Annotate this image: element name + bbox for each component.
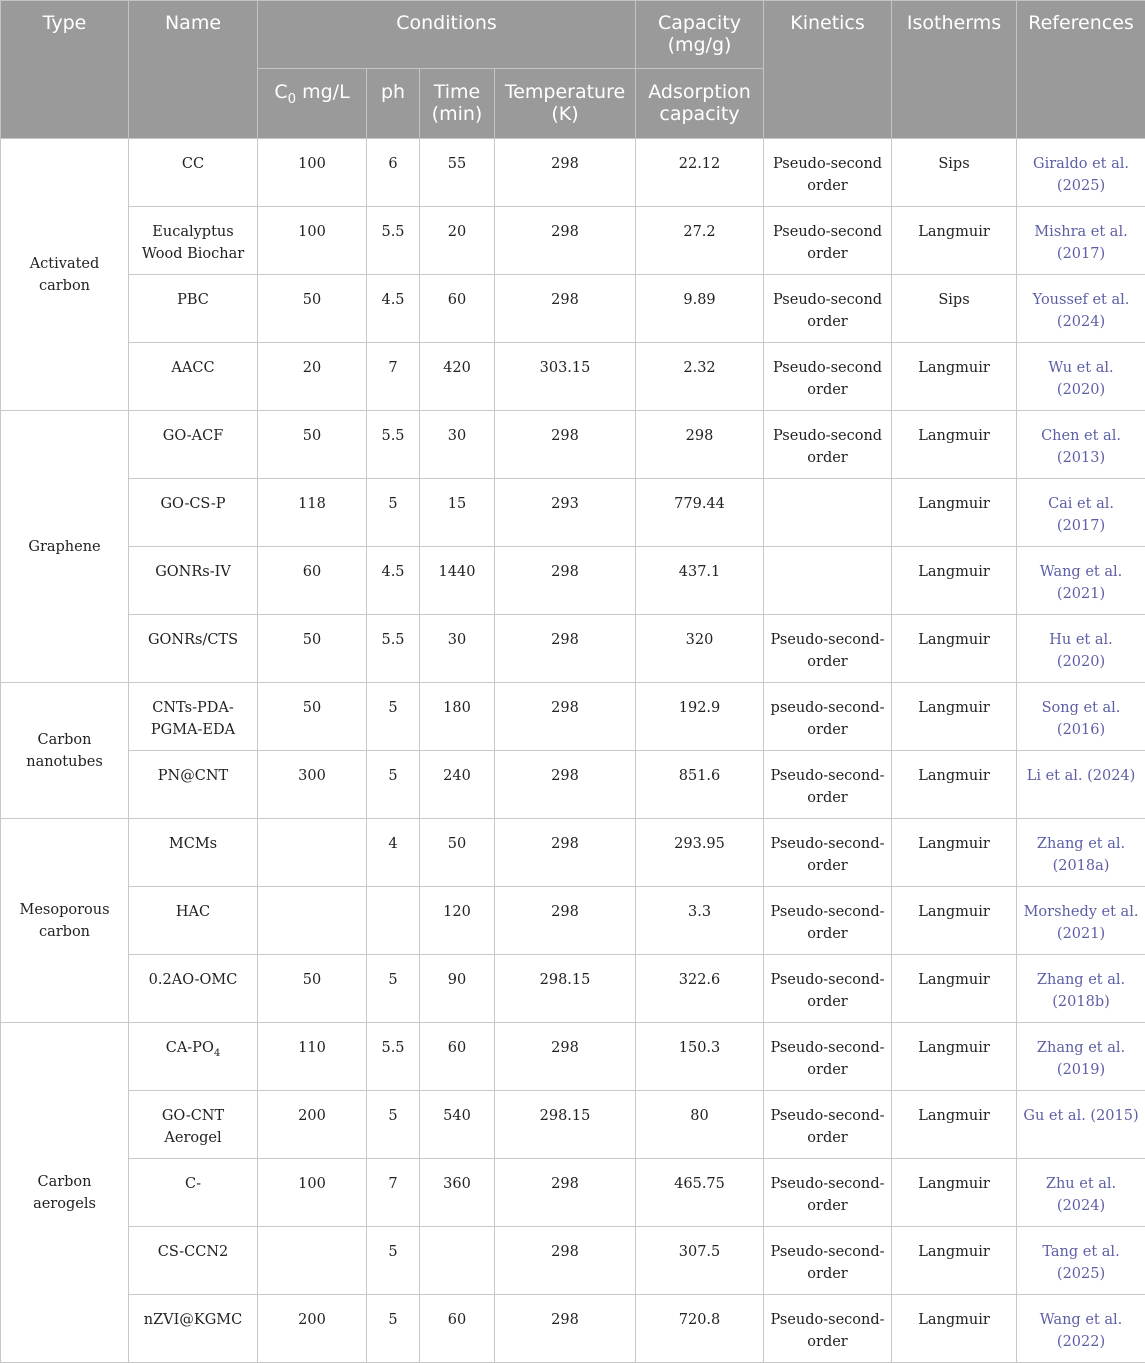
temperature-cell: 298 [495, 751, 636, 819]
isotherm-cell: Langmuir [892, 819, 1017, 887]
c0-cell: 100 [258, 207, 367, 275]
c0-cell: 300 [258, 751, 367, 819]
isotherm-cell: Langmuir [892, 615, 1017, 683]
ph-cell [367, 887, 420, 955]
temperature-cell: 298 [495, 1227, 636, 1295]
ph-cell: 5 [367, 1295, 420, 1363]
time-cell: 60 [420, 1023, 495, 1091]
capacity-cell: 779.44 [636, 479, 764, 547]
header-c0-subscript: 0 [288, 92, 296, 107]
name-cell: GONRs-IV [129, 547, 258, 615]
isotherm-cell: Sips [892, 139, 1017, 207]
ph-cell: 4 [367, 819, 420, 887]
name-cell: nZVI@KGMC [129, 1295, 258, 1363]
ph-cell: 5.5 [367, 207, 420, 275]
reference-cell[interactable]: Zhang et al. (2018b) [1017, 955, 1145, 1023]
name-cell: 0.2AO-OMC [129, 955, 258, 1023]
table-row [1, 615, 1145, 683]
kinetics-cell [764, 547, 892, 615]
time-cell: 60 [420, 275, 495, 343]
c0-cell: 50 [258, 275, 367, 343]
table-row [1, 683, 1145, 751]
temperature-cell: 298 [495, 1159, 636, 1227]
table-row [1, 1159, 1145, 1227]
ph-cell: 5.5 [367, 1023, 420, 1091]
temperature-cell: 298 [495, 819, 636, 887]
table-row [1, 751, 1145, 819]
header-c0 [258, 69, 367, 139]
type-cell: Activated carbon [1, 139, 129, 411]
ph-cell: 7 [367, 1159, 420, 1227]
isotherm-cell: Langmuir [892, 411, 1017, 479]
capacity-cell: 150.3 [636, 1023, 764, 1091]
name-cell: PN@CNT [129, 751, 258, 819]
kinetics-cell: Pseudo-second-order [764, 1159, 892, 1227]
table-body [1, 139, 1145, 1363]
isotherm-cell: Sips [892, 275, 1017, 343]
name-cell: GONRs/CTS [129, 615, 258, 683]
reference-cell[interactable]: Giraldo et al. (2025) [1017, 139, 1145, 207]
reference-cell[interactable]: Zhang et al. (2019) [1017, 1023, 1145, 1091]
header-c0-symbol: C [274, 81, 287, 103]
kinetics-cell: Pseudo-second-order [764, 819, 892, 887]
type-cell: Carbon nanotubes [1, 683, 129, 819]
temperature-cell: 298 [495, 207, 636, 275]
kinetics-cell: Pseudo-second-order [764, 1023, 892, 1091]
capacity-cell: 851.6 [636, 751, 764, 819]
table-row [1, 207, 1145, 275]
capacity-cell: 720.8 [636, 1295, 764, 1363]
header-references: References [1017, 1, 1145, 139]
isotherm-cell: Langmuir [892, 207, 1017, 275]
isotherm-cell: Langmuir [892, 955, 1017, 1023]
reference-cell[interactable]: Hu et al. (2020) [1017, 615, 1145, 683]
table-row [1, 139, 1145, 207]
time-cell: 30 [420, 411, 495, 479]
ph-cell: 5 [367, 751, 420, 819]
temperature-cell: 298 [495, 1295, 636, 1363]
table-row [1, 955, 1145, 1023]
c0-cell [258, 819, 367, 887]
type-cell: Carbon aerogels [1, 1023, 129, 1363]
time-cell: 60 [420, 1295, 495, 1363]
temperature-cell: 298.15 [495, 1091, 636, 1159]
header-capacity: Capacity (mg/g) [636, 1, 764, 69]
name-subscript: 4 [214, 1048, 220, 1059]
table-row [1, 343, 1145, 411]
kinetics-cell [764, 479, 892, 547]
temperature-cell: 298 [495, 275, 636, 343]
reference-cell[interactable]: Song et al. (2016) [1017, 683, 1145, 751]
ph-cell: 4.5 [367, 547, 420, 615]
reference-cell[interactable]: Gu et al. (2015) [1017, 1091, 1145, 1159]
time-cell: 55 [420, 139, 495, 207]
capacity-cell: 22.12 [636, 139, 764, 207]
name-cell: CC [129, 139, 258, 207]
kinetics-cell: Pseudo-second order [764, 275, 892, 343]
c0-cell: 118 [258, 479, 367, 547]
name-cell: Eucalyptus Wood Biochar [129, 207, 258, 275]
kinetics-cell: Pseudo-second-order [764, 1227, 892, 1295]
reference-cell[interactable]: Zhang et al. (2018a) [1017, 819, 1145, 887]
table-row [1, 1295, 1145, 1363]
temperature-cell: 298 [495, 683, 636, 751]
isotherm-cell: Langmuir [892, 1295, 1017, 1363]
name-cell: MCMs [129, 819, 258, 887]
capacity-cell: 465.75 [636, 1159, 764, 1227]
name-text: CA-PO [166, 1040, 214, 1056]
capacity-cell: 322.6 [636, 955, 764, 1023]
kinetics-cell: Pseudo-second order [764, 343, 892, 411]
header-c0-unit: mg/L [296, 81, 350, 103]
c0-cell: 50 [258, 683, 367, 751]
table-row [1, 547, 1145, 615]
kinetics-cell: Pseudo-second-order [764, 887, 892, 955]
kinetics-cell: pseudo-second-order [764, 683, 892, 751]
name-cell: GO-CS-P [129, 479, 258, 547]
capacity-cell: 298 [636, 411, 764, 479]
kinetics-cell: Pseudo-second order [764, 411, 892, 479]
reference-cell[interactable]: Cai et al. (2017) [1017, 479, 1145, 547]
header-name: Name [129, 1, 258, 139]
table-row [1, 819, 1145, 887]
reference-cell[interactable]: Wang et al. (2022) [1017, 1295, 1145, 1363]
table-row [1, 479, 1145, 547]
isotherm-cell: Langmuir [892, 751, 1017, 819]
header-ph: ph [367, 69, 420, 139]
reference-cell[interactable]: Tang et al. (2025) [1017, 1227, 1145, 1295]
isotherm-cell: Langmuir [892, 479, 1017, 547]
c0-cell: 20 [258, 343, 367, 411]
c0-cell: 50 [258, 615, 367, 683]
time-cell: 30 [420, 615, 495, 683]
capacity-cell: 437.1 [636, 547, 764, 615]
table-header [1, 1, 1145, 139]
time-cell: 120 [420, 887, 495, 955]
reference-cell[interactable]: Youssef et al. (2024) [1017, 275, 1145, 343]
c0-cell: 50 [258, 955, 367, 1023]
time-cell: 240 [420, 751, 495, 819]
kinetics-cell: Pseudo-second-order [764, 751, 892, 819]
kinetics-cell: Pseudo-second order [764, 139, 892, 207]
ph-cell: 5.5 [367, 615, 420, 683]
reference-cell[interactable]: Li et al. (2024) [1017, 751, 1145, 819]
temperature-cell: 298 [495, 547, 636, 615]
name-cell: GO-ACF [129, 411, 258, 479]
time-cell: 20 [420, 207, 495, 275]
ph-cell: 5 [367, 683, 420, 751]
isotherm-cell: Langmuir [892, 1091, 1017, 1159]
header-row-1 [1, 1, 1145, 69]
ph-cell: 5 [367, 1227, 420, 1295]
capacity-cell: 192.9 [636, 683, 764, 751]
isotherm-cell: Langmuir [892, 1159, 1017, 1227]
table-row [1, 1023, 1145, 1091]
temperature-cell: 298 [495, 1023, 636, 1091]
ph-cell: 5.5 [367, 411, 420, 479]
c0-cell: 200 [258, 1091, 367, 1159]
kinetics-cell: Pseudo-second-order [764, 1295, 892, 1363]
type-cell: Mesoporous carbon [1, 819, 129, 1023]
name-cell: GO-CNT Aerogel [129, 1091, 258, 1159]
name-cell: C- [129, 1159, 258, 1227]
c0-cell [258, 887, 367, 955]
kinetics-cell: Pseudo-second-order [764, 615, 892, 683]
isotherm-cell: Langmuir [892, 1227, 1017, 1295]
time-cell: 15 [420, 479, 495, 547]
type-cell: Graphene [1, 411, 129, 683]
header-conditions: Conditions [258, 1, 636, 69]
c0-cell: 110 [258, 1023, 367, 1091]
reference-cell[interactable]: Wang et al. (2021) [1017, 547, 1145, 615]
header-time: Time (min) [420, 69, 495, 139]
isotherm-cell: Langmuir [892, 887, 1017, 955]
capacity-cell: 9.89 [636, 275, 764, 343]
ph-cell: 5 [367, 1091, 420, 1159]
c0-cell: 60 [258, 547, 367, 615]
isotherm-cell: Langmuir [892, 547, 1017, 615]
temperature-cell: 303.15 [495, 343, 636, 411]
capacity-cell: 307.5 [636, 1227, 764, 1295]
time-cell: 180 [420, 683, 495, 751]
temperature-cell: 298 [495, 139, 636, 207]
ph-cell: 5 [367, 479, 420, 547]
capacity-cell: 3.3 [636, 887, 764, 955]
time-cell: 360 [420, 1159, 495, 1227]
c0-cell: 100 [258, 1159, 367, 1227]
capacity-cell: 293.95 [636, 819, 764, 887]
kinetics-cell: Pseudo-second order [764, 207, 892, 275]
isotherm-cell: Langmuir [892, 343, 1017, 411]
table-row [1, 887, 1145, 955]
temperature-cell: 298.15 [495, 955, 636, 1023]
reference-cell[interactable]: Chen et al. (2013) [1017, 411, 1145, 479]
header-isotherms: Isotherms [892, 1, 1017, 139]
reference-cell[interactable]: Zhu et al. (2024) [1017, 1159, 1145, 1227]
temperature-cell: 298 [495, 887, 636, 955]
capacity-cell: 80 [636, 1091, 764, 1159]
c0-cell: 100 [258, 139, 367, 207]
table-row [1, 1227, 1145, 1295]
table-row [1, 1091, 1145, 1159]
time-cell [420, 1227, 495, 1295]
name-cell: PBC [129, 275, 258, 343]
reference-cell[interactable]: Mishra et al. (2017) [1017, 207, 1145, 275]
kinetics-cell: Pseudo-second-order [764, 955, 892, 1023]
name-cell [129, 1023, 258, 1091]
c0-cell [258, 1227, 367, 1295]
capacity-cell: 2.32 [636, 343, 764, 411]
name-cell: HAC [129, 887, 258, 955]
ph-cell: 4.5 [367, 275, 420, 343]
temperature-cell: 298 [495, 615, 636, 683]
ph-cell: 6 [367, 139, 420, 207]
name-cell: CS-CCN2 [129, 1227, 258, 1295]
time-cell: 90 [420, 955, 495, 1023]
capacity-cell: 27.2 [636, 207, 764, 275]
c0-cell: 200 [258, 1295, 367, 1363]
header-adsorption-capacity: Adsorption capacity [636, 69, 764, 139]
temperature-cell: 298 [495, 411, 636, 479]
reference-cell[interactable]: Wu et al. (2020) [1017, 343, 1145, 411]
name-cell: AACC [129, 343, 258, 411]
name-cell: CNTs-PDA-PGMA-EDA [129, 683, 258, 751]
table-row [1, 411, 1145, 479]
header-temperature: Temperature (K) [495, 69, 636, 139]
header-type: Type [1, 1, 129, 139]
time-cell: 540 [420, 1091, 495, 1159]
header-kinetics: Kinetics [764, 1, 892, 139]
c0-cell: 50 [258, 411, 367, 479]
reference-cell[interactable]: Morshedy et al. (2021) [1017, 887, 1145, 955]
time-cell: 50 [420, 819, 495, 887]
ph-cell: 7 [367, 343, 420, 411]
isotherm-cell: Langmuir [892, 683, 1017, 751]
temperature-cell: 293 [495, 479, 636, 547]
kinetics-cell: Pseudo-second-order [764, 1091, 892, 1159]
capacity-cell: 320 [636, 615, 764, 683]
time-cell: 1440 [420, 547, 495, 615]
table-row [1, 275, 1145, 343]
ph-cell: 5 [367, 955, 420, 1023]
isotherm-cell: Langmuir [892, 1023, 1017, 1091]
time-cell: 420 [420, 343, 495, 411]
